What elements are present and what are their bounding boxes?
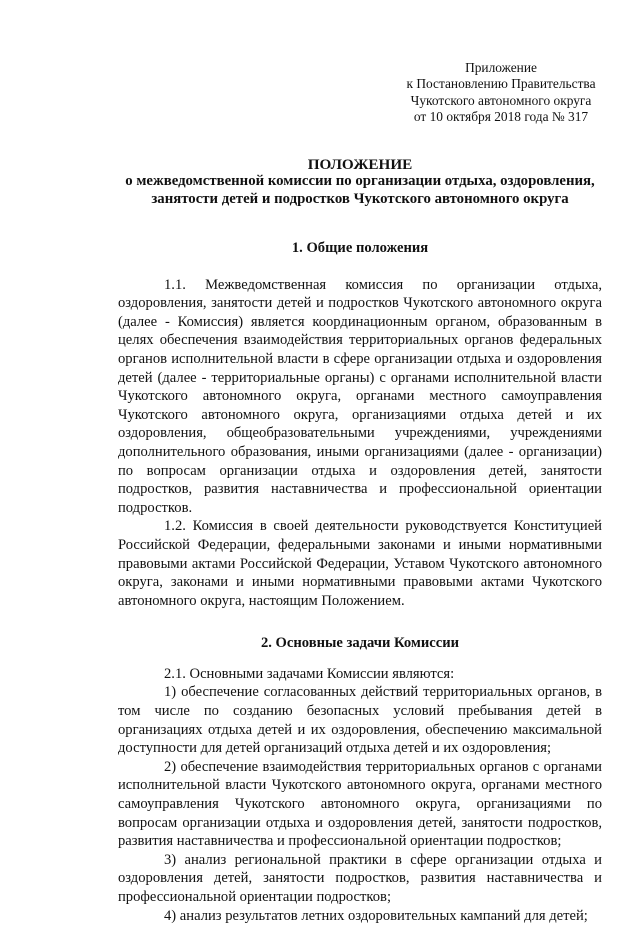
paragraph-1-2: 1.2. Комиссия в своей деятельности руководствуется Конституцией Российской Федерации, федеральными законами и иными нормативными правовыми актами Российской Федерации, Уставом Чукотского автономного округа, законами и иными нормативными правовыми актами Чукотского автономного округа, настоящим Положением. — [118, 518, 602, 609]
subtitle-line-2: занятости детей и подростков Чукотского автономного округа — [151, 191, 569, 208]
paragraph-2-1-item-3: 3) анализ региональной практики в сфере организации отдыха и оздоровления детей, занятости подростков, развития наставничества и профессиональной ориентации подростков; — [118, 851, 602, 906]
appendix-block — [398, 60, 604, 126]
section-2-heading: 2. Основные задачи Комиссии — [260, 635, 460, 652]
appendix-line-4: от 10 октября 2018 года № 317 — [413, 109, 589, 125]
subtitle-line-1: о межведомственной комиссии по организации отдыха, оздоровления, — [125, 173, 595, 190]
appendix-line-1: Приложение — [465, 60, 537, 75]
paragraph-2-1: 2.1. Основными задачами Комиссии являются: — [164, 665, 455, 682]
appendix-line-3: Чукотского автономного округа — [410, 92, 592, 108]
paragraph-2-1-item-2: 2) обеспечение взаимодействия территориальных органов с органами исполнительной власти Чукотского автономного округа, органами местного самоуправления Чукотского автономного округа, организациями по вопросам организации отдыха и оздоровления детей, занятости подростков, развития наставничества и профессиональной ориентации подростков; — [118, 758, 602, 850]
paragraph-1-1: 1.1. Межведомственная комиссия по организации отдыха, оздоровления, занятости детей и подростков Чукотского автономного округа (далее - Комиссия) является координационным органом, образованным в целях обеспечения взаимодействия территориальных органов федеральных органов исполнительной власти в сфере организации отдыха и оздоровления детей (далее - территориальные органы) с органами исполнительной власти Чукотского автономного округа, органами местного самоуправления Чукотского автономного округа, организациями отдыха детей и их оздоровления, общеобразовательными учреждениями, учреждениями дополнительного образования, иными организациями (далее - организации) по вопросам организации отдыха и оздоровления детей, занятости подростков, развития наставничества и профессиональной ориентации подростков. — [118, 276, 602, 516]
appendix-line-2: к Постановлению Правительства — [406, 76, 596, 92]
title-heading: ПОЛОЖЕНИЕ — [307, 155, 413, 173]
section-1-heading: 1. Общие положения — [291, 240, 429, 257]
title-subtitle — [118, 173, 602, 209]
document-title — [118, 156, 602, 209]
paragraph-2-1-item-4: 4) анализ результатов летних оздоровительных кампаний для детей; — [164, 907, 588, 924]
paragraph-2-1-item-1: 1) обеспечение согласованных действий территориальных органов, в том числе по созданию безопасных условий пребывания детей в организациях отдыха детей и их оздоровления, обеспечению максимальной доступности для детей организаций отдыха детей и их оздоровления; — [118, 684, 602, 757]
